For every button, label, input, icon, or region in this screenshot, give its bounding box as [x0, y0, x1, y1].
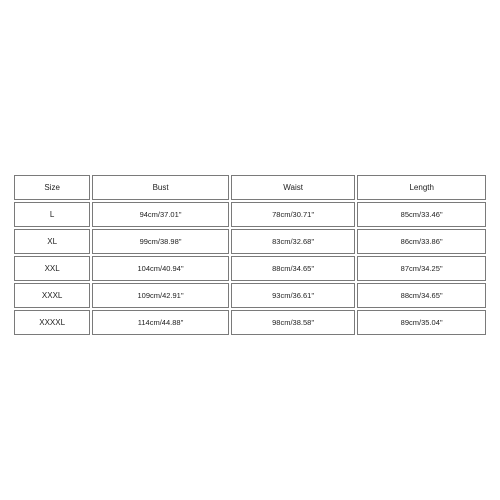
- bust-cell: 99cm/38.98'': [92, 229, 229, 254]
- waist-cell: 98cm/38.58'': [231, 310, 356, 335]
- bust-cell: 114cm/44.88'': [92, 310, 229, 335]
- length-cell: 86cm/33.86'': [357, 229, 486, 254]
- size-cell: XXXXL: [14, 310, 90, 335]
- size-cell: XL: [14, 229, 90, 254]
- header-size: Size: [14, 175, 90, 200]
- table-header-row: [14, 175, 486, 200]
- size-cell: L: [14, 202, 90, 227]
- table-row: [14, 283, 486, 308]
- table-row: [14, 202, 486, 227]
- length-cell: 87cm/34.25'': [357, 256, 486, 281]
- table-row: [14, 229, 486, 254]
- waist-cell: 93cm/36.61'': [231, 283, 356, 308]
- size-chart-table: [12, 173, 488, 337]
- waist-cell: 78cm/30.71'': [231, 202, 356, 227]
- header-waist: Waist: [231, 175, 356, 200]
- size-cell: XXL: [14, 256, 90, 281]
- waist-cell: 83cm/32.68'': [231, 229, 356, 254]
- bust-cell: 94cm/37.01'': [92, 202, 229, 227]
- bust-cell: 104cm/40.94'': [92, 256, 229, 281]
- waist-cell: 88cm/34.65'': [231, 256, 356, 281]
- header-bust: Bust: [92, 175, 229, 200]
- table-row: [14, 256, 486, 281]
- size-cell: XXXL: [14, 283, 90, 308]
- header-length: Length: [357, 175, 486, 200]
- length-cell: 88cm/34.65'': [357, 283, 486, 308]
- length-cell: 89cm/35.04'': [357, 310, 486, 335]
- table-row: [14, 310, 486, 335]
- bust-cell: 109cm/42.91'': [92, 283, 229, 308]
- length-cell: 85cm/33.46'': [357, 202, 486, 227]
